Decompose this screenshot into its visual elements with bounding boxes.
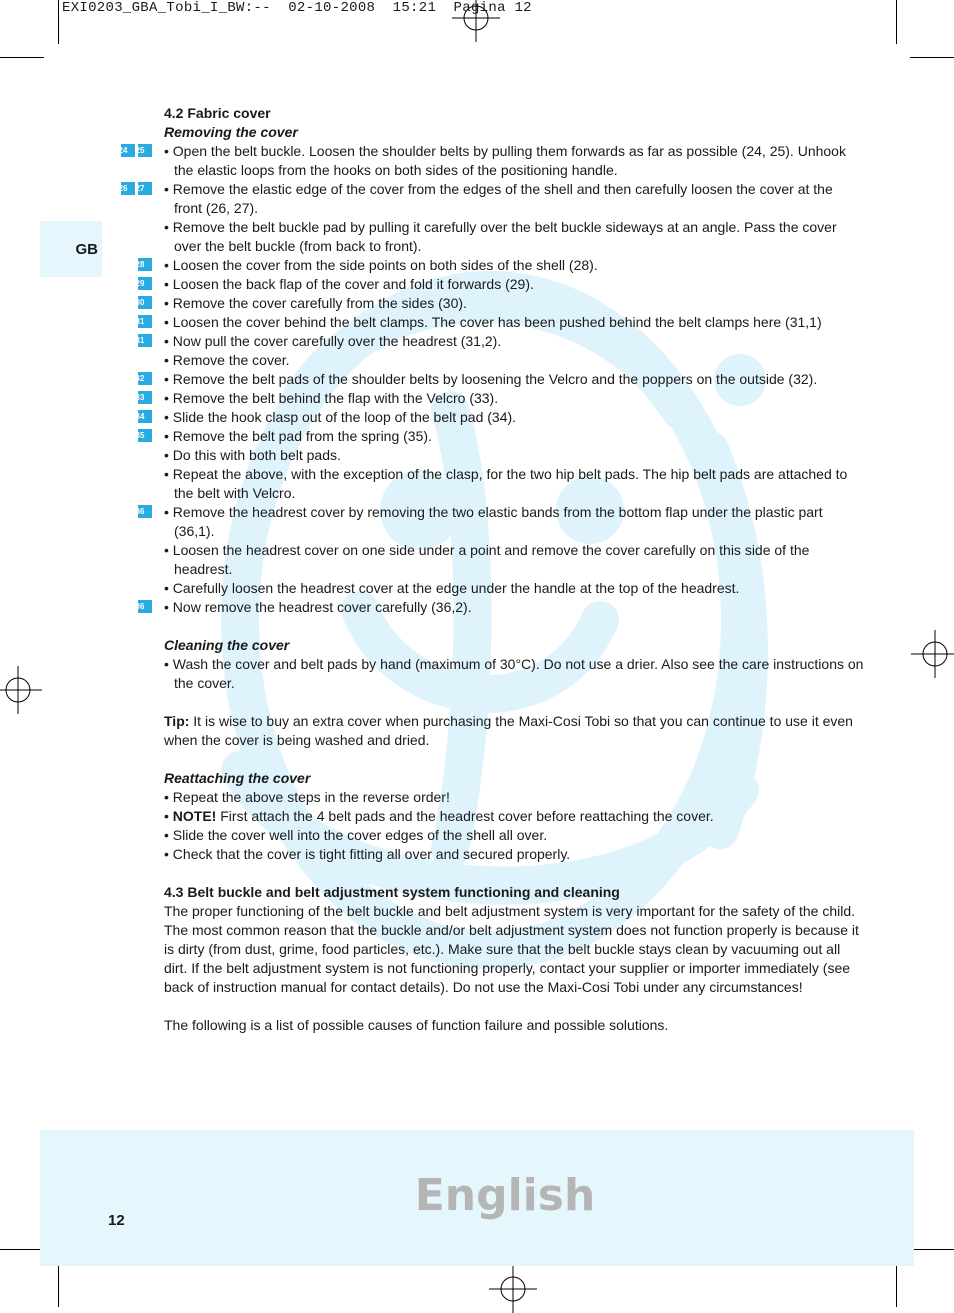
list-item [135,389,864,408]
list-item [135,313,864,332]
figure-reference-badges [135,505,152,518]
figure-reference-badges [135,410,152,423]
figure-reference-badges [135,429,152,442]
tip-label: Tip: [164,713,190,729]
print-slug: EXI0203_GBA_Tobi_I_BW:-- 02-10-2008 15:21 Pagina 12 [62,0,532,16]
list-item-text: Remove the cover. [172,352,290,368]
figure-reference-badges [135,334,152,347]
registration-mark-icon [911,630,954,678]
list-item [118,142,864,180]
figure-number-badge: 32 [138,372,152,385]
subsection-heading: Removing the cover [164,124,298,140]
registration-mark-icon [489,1265,537,1313]
list-item-text: Slide the hook clasp out of the loop of the belt pad (34). [172,409,517,425]
list-item [164,541,864,579]
figure-reference-badges [135,372,152,385]
figure-reference-badges [118,144,152,157]
section-heading: 4.3 Belt buckle and belt adjustment system functioning and cleaning [164,884,620,900]
figure-number-badge: 25 [138,144,152,157]
figure-reference-badges [135,277,152,290]
list-item-text: Remove the belt behind the flap with the Velcro (33). [172,390,499,406]
list-item: • Slide the cover well into the cover edges of the shell all over. [164,826,864,845]
tip-text: It is wise to buy an extra cover when purchasing the Maxi-Cosi Tobi so that you can continue to use it even when the cover is being washed and dried. [164,713,853,748]
figure-number-badge: 26 [121,182,135,195]
subsection-heading: Cleaning the cover [164,637,290,653]
list-item [135,332,864,351]
registration-mark-icon [0,666,42,714]
list-item-text: Now pull the cover carefully over the headrest (31,2). [172,333,502,349]
list-item-text: Remove the elastic edge of the cover from the edges of the shell and then carefully loosen the cover at the front (26, 27). [172,181,833,216]
crop-mark [58,0,59,44]
paragraph: The proper functioning of the belt buckle and belt adjustment system is very important for the safety of the child. The most common reason that the buckle and/or belt adjustment system does not function properly is because it is dirty (from dust, grime, food particles, etc.). Make sure that the belt buckle stays clean by vacuuming out all dirt. If the belt adjustment system is not functioning properly, contact your supplier or importer immediately (see back of instruction manual for contact details). Do not use the Maxi-Cosi Tobi under any circumstances! [164,903,859,995]
figure-number-badge: 33 [138,391,152,404]
page-number: 12 [108,1212,125,1229]
footer-band [40,1130,914,1266]
figure-number-badge: 34 [138,410,152,423]
list-item [135,503,864,541]
list-item-text: Open the belt buckle. Loosen the shoulder belts by pulling them forwards as far as possible (24, 25). Unhook the elastic loops from the hooks on both sides of the positioning handle. [172,143,846,178]
crop-mark [58,1263,59,1307]
list-item [118,180,864,218]
removing-steps-list [118,142,864,617]
figure-number-badge: 30 [138,296,152,309]
list-item-text: Loosen the cover behind the belt clamps. The cover has been pushed behind the belt clamps here (31,1) [172,314,822,330]
list-item-text: Do this with both belt pads. [172,447,341,463]
list-item [135,275,864,294]
note-text: First attach the 4 belt pads and the headrest cover before reattaching the cover. [216,808,714,824]
crop-mark [896,1263,897,1307]
list-item [164,465,864,503]
list-item [135,408,864,427]
crop-mark [0,57,44,58]
figure-number-badge: 36 [138,505,152,518]
list-item [135,256,864,275]
crop-mark [910,57,954,58]
list-item: • Wash the cover and belt pads by hand (maximum of 30°C). Do not use a drier. Also see the care instructions on the cover. [164,655,864,693]
crop-mark [896,0,897,44]
list-item-text: Remove the cover carefully from the sides (30). [172,295,467,311]
list-item: • Check that the cover is tight fitting all over and secured properly. [164,845,864,864]
figure-number-badge: 28 [138,258,152,271]
list-item [164,807,864,826]
list-item [135,427,864,446]
crop-mark [0,1249,44,1250]
list-item [164,579,864,598]
crop-mark [910,1249,954,1250]
list-item [164,446,864,465]
figure-reference-badges [135,258,152,271]
list-item-text: Repeat the above, with the exception of the clasp, for the two hip belt pads. The hip belt pads are attached to the belt with Velcro. [172,466,848,501]
figure-number-badge: 35 [138,429,152,442]
figure-reference-badges [135,391,152,404]
figure-reference-badges [135,296,152,309]
note-label: NOTE! [172,808,217,824]
list-item-text: Remove the belt buckle pad by pulling it carefully over the belt buckle sideways at an angle. Pass the cover over the belt buckle (from back to front). [172,219,837,254]
paragraph: The following is a list of possible causes of function failure and possible solutions. [164,1017,669,1033]
tip-paragraph [164,712,864,750]
figure-reference-badges [118,182,152,195]
document-body [118,104,864,1035]
figure-reference-badges [135,600,152,613]
language-tab-label: GB [75,240,98,258]
list-item-text: Remove the headrest cover by removing the two elastic bands from the bottom flap under the plastic part (36,1). [172,504,823,539]
list-item-text: Carefully loosen the headrest cover at the edge under the handle at the top of the headrest. [172,580,740,596]
list-item-text: Loosen the cover from the side points on both sides of the shell (28). [172,257,598,273]
figure-number-badge: 31 [138,334,152,347]
figure-number-badge: 27 [138,182,152,195]
list-item [135,294,864,313]
figure-number-badge: 29 [138,277,152,290]
list-item-text: Remove the belt pad from the spring (35). [172,428,432,444]
list-item-text: Now remove the headrest cover carefully (36,2). [172,599,472,615]
list-item [135,598,864,617]
language-tab [40,221,102,277]
list-item [135,370,864,389]
figure-number-badge: 31 [138,315,152,328]
list-item-text: Remove the belt pads of the shoulder belts by loosening the Velcro and the poppers on the outside (32). [172,371,818,387]
figure-reference-badges [135,315,152,328]
footer-language-title: English [414,1170,596,1221]
subsection-heading: Reattaching the cover [164,770,311,786]
figure-number-badge: 24 [121,144,135,157]
figure-number-badge: 36 [138,600,152,613]
list-item [164,351,864,370]
list-item-text: Loosen the headrest cover on one side under a point and remove the cover carefully on this side of the headrest. [172,542,810,577]
list-item: • Repeat the above steps in the reverse order! [164,788,864,807]
list-item-text: Loosen the back flap of the cover and fold it forwards (29). [172,276,534,292]
section-heading: 4.2 Fabric cover [164,105,271,121]
list-item [164,218,864,256]
